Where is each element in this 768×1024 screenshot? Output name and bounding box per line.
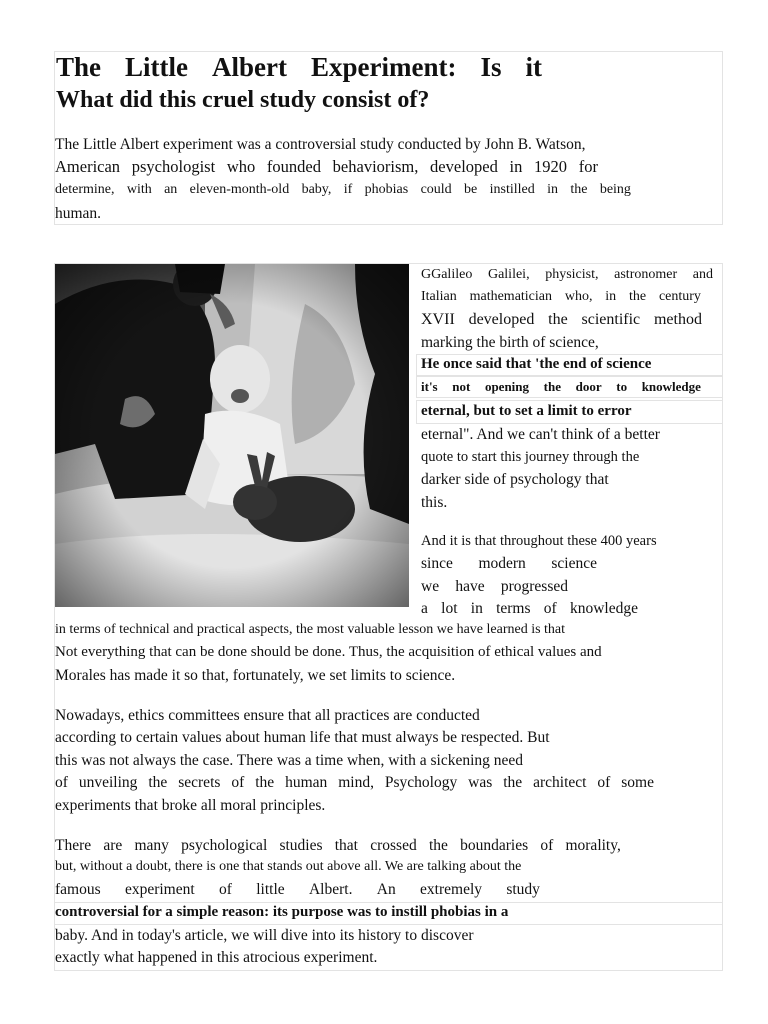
intro-line-3: determine, with an eleven-month-old baby, if phobias could be instilled in the being xyxy=(55,182,631,197)
para3-line-5: experiments that broke all moral principles. xyxy=(55,797,326,814)
para4-line-3: famous experiment of little Albert. An extremely study xyxy=(55,881,540,898)
side-line-12: And it is that throughout these 400 years xyxy=(421,533,657,549)
intro-line-4: human. xyxy=(55,205,102,222)
para4-line-4: controversial for a simple reason: its purpose was to instill phobias in a xyxy=(55,904,509,920)
side-line-15: a lot in terms of knowledge xyxy=(421,600,638,617)
para4-line-5: baby. And in today's article, we will dive into its history to discover xyxy=(55,927,474,944)
side-line-4: marking the birth of science, xyxy=(421,334,599,351)
quote-line-2: it's not opening the door to knowledge xyxy=(421,379,701,394)
para4-line-1: There are many psychological studies that crossed the boundaries of morality, xyxy=(55,837,621,854)
page-title: The Little Albert Experiment: Is it xyxy=(56,52,542,82)
para3-line-1: Nowadays, ethics committees ensure that all practices are conducted xyxy=(55,707,480,724)
side-line-13: since modern science xyxy=(421,555,597,572)
para2-line-2: Not everything that can be done should be done. Thus, the acquisition of ethical values and xyxy=(55,644,602,660)
para3-line-4: of unveiling the secrets of the human mind, Psychology was the architect of some xyxy=(55,774,654,791)
para2-line-1: in terms of technical and practical aspects, the most valuable lesson we have learned is that xyxy=(55,622,566,637)
side-line-9: quote to start this journey through the xyxy=(421,449,640,465)
intro-line-1: The Little Albert experiment was a controversial study conducted by John B. Watson, xyxy=(55,136,586,153)
side-line-11: this. xyxy=(421,494,448,511)
baby-with-rabbit-photo xyxy=(55,264,409,607)
experiment-photo xyxy=(55,264,409,607)
para4-line-6: exactly what happened in this atrocious experiment. xyxy=(55,949,378,966)
para3-line-2: according to certain values about human life that must always be respected. But xyxy=(55,729,550,746)
para2-line-3: Morales has made it so that, fortunately, we set limits to science. xyxy=(55,667,456,684)
side-line-1: GGalileo Galilei, physicist, astronomer and xyxy=(421,267,713,282)
side-line-14: we have progressed xyxy=(421,578,568,595)
page-subtitle: What did this cruel study consist of? xyxy=(56,87,430,113)
side-line-8: eternal". And we can't think of a better xyxy=(421,426,660,443)
quote-line-1: He once said that 'the end of science xyxy=(421,356,652,372)
side-line-3: XVII developed the scientific method xyxy=(421,311,702,328)
para3-line-3: this was not always the case. There was a time when, with a sickening need xyxy=(55,752,524,769)
para4-line-2: but, without a doubt, there is one that stands out above all. We are talking about the xyxy=(55,859,522,874)
quote-line-3: eternal, but to set a limit to error xyxy=(421,403,632,419)
side-line-10: darker side of psychology that xyxy=(421,471,609,488)
intro-line-2: American psychologist who founded behaviorism, developed in 1920 for xyxy=(55,157,598,176)
side-line-2: Italian mathematician who, in the century xyxy=(421,289,701,304)
